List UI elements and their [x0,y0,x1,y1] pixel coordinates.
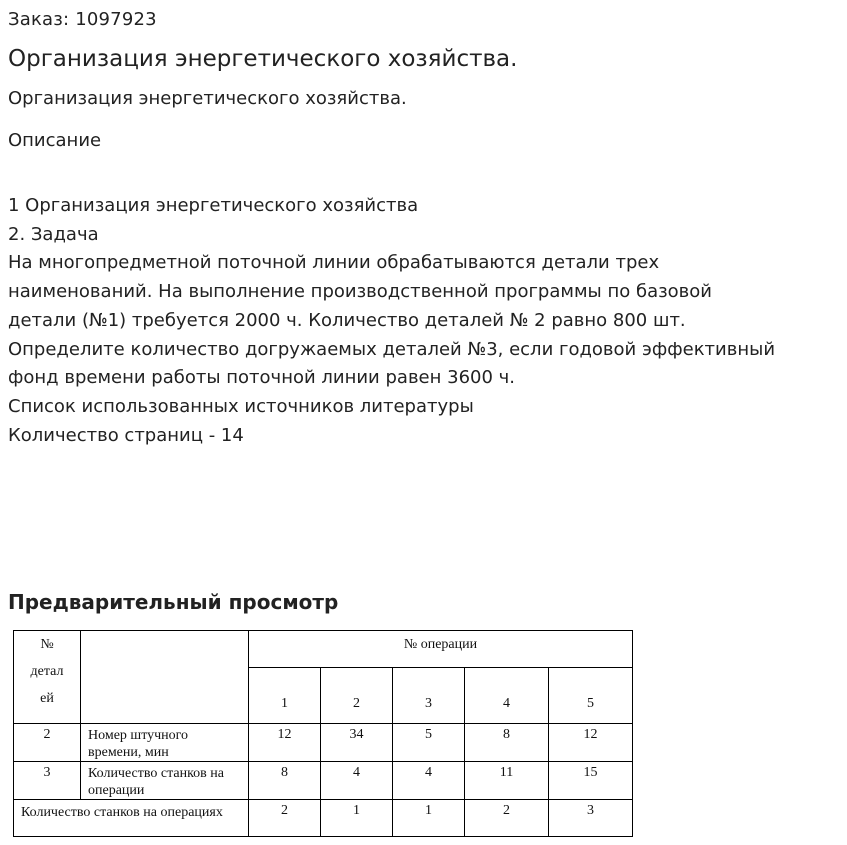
description-body [8,192,840,450]
order-number: Заказ: 1097923 [8,9,157,30]
table-cell: 11 [465,762,549,800]
table-cell: 1 [321,800,393,837]
body-line: 1 Организация энергетического хозяйства [8,195,419,216]
operation-number: 1 [249,668,321,724]
table-cell: 34 [321,724,393,762]
body-line: Количество страниц - 14 [8,424,244,446]
page-subtitle: Организация энергетического хозяйства. [8,88,407,109]
label-header-cell [81,631,249,724]
preview-table [13,630,633,837]
description-heading: Описание [8,130,102,151]
body-line: детали (№1) требуется 2000 ч. Количество деталей № 2 равно 800 шт. [8,309,686,331]
table-cell: 1 [393,800,465,837]
row-label: Номер штучного времени, мин [81,724,249,762]
detail-number: 3 [14,762,81,800]
table-cell: 2 [249,800,321,837]
table-cell: 5 [393,724,465,762]
operation-number: 4 [465,668,549,724]
operation-number: 3 [393,668,465,724]
operation-header: № операции [249,631,633,668]
table-cell: 2 [465,800,549,837]
page-title: Организация энергетического хозяйства. [8,46,518,72]
table-cell: 12 [249,724,321,762]
table-cell: 12 [549,724,633,762]
body-line: Определите количество догружаемых деталей №3, если годовой эффективный [8,338,776,360]
detail-number: 2 [14,724,81,762]
table-cell: 4 [321,762,393,800]
preview-heading: Предварительный просмотр [8,590,339,614]
operation-number: 5 [549,668,633,724]
table-cell: 8 [249,762,321,800]
body-line: фонд времени работы поточной линии равен 3600 ч. [8,367,515,389]
table-cell: 15 [549,762,633,800]
table-total-row [14,800,633,837]
detail-number-header: № детал ей [14,631,81,724]
body-line: наименований. На выполнение производственной программы по базовой [8,281,713,303]
table-row [14,762,633,800]
body-line: 2. Задача [8,223,99,245]
row-label: Количество станков на операции [81,762,249,800]
body-line: Список использованных источников литературы [8,395,474,417]
table-cell: 4 [393,762,465,800]
body-line: На многопредметной поточной линии обрабатываются детали трех [8,252,660,274]
operation-number: 2 [321,668,393,724]
total-row-label: Количество станков на операциях [14,800,249,837]
table-cell: 3 [549,800,633,837]
table-row [14,724,633,762]
table-cell: 8 [465,724,549,762]
